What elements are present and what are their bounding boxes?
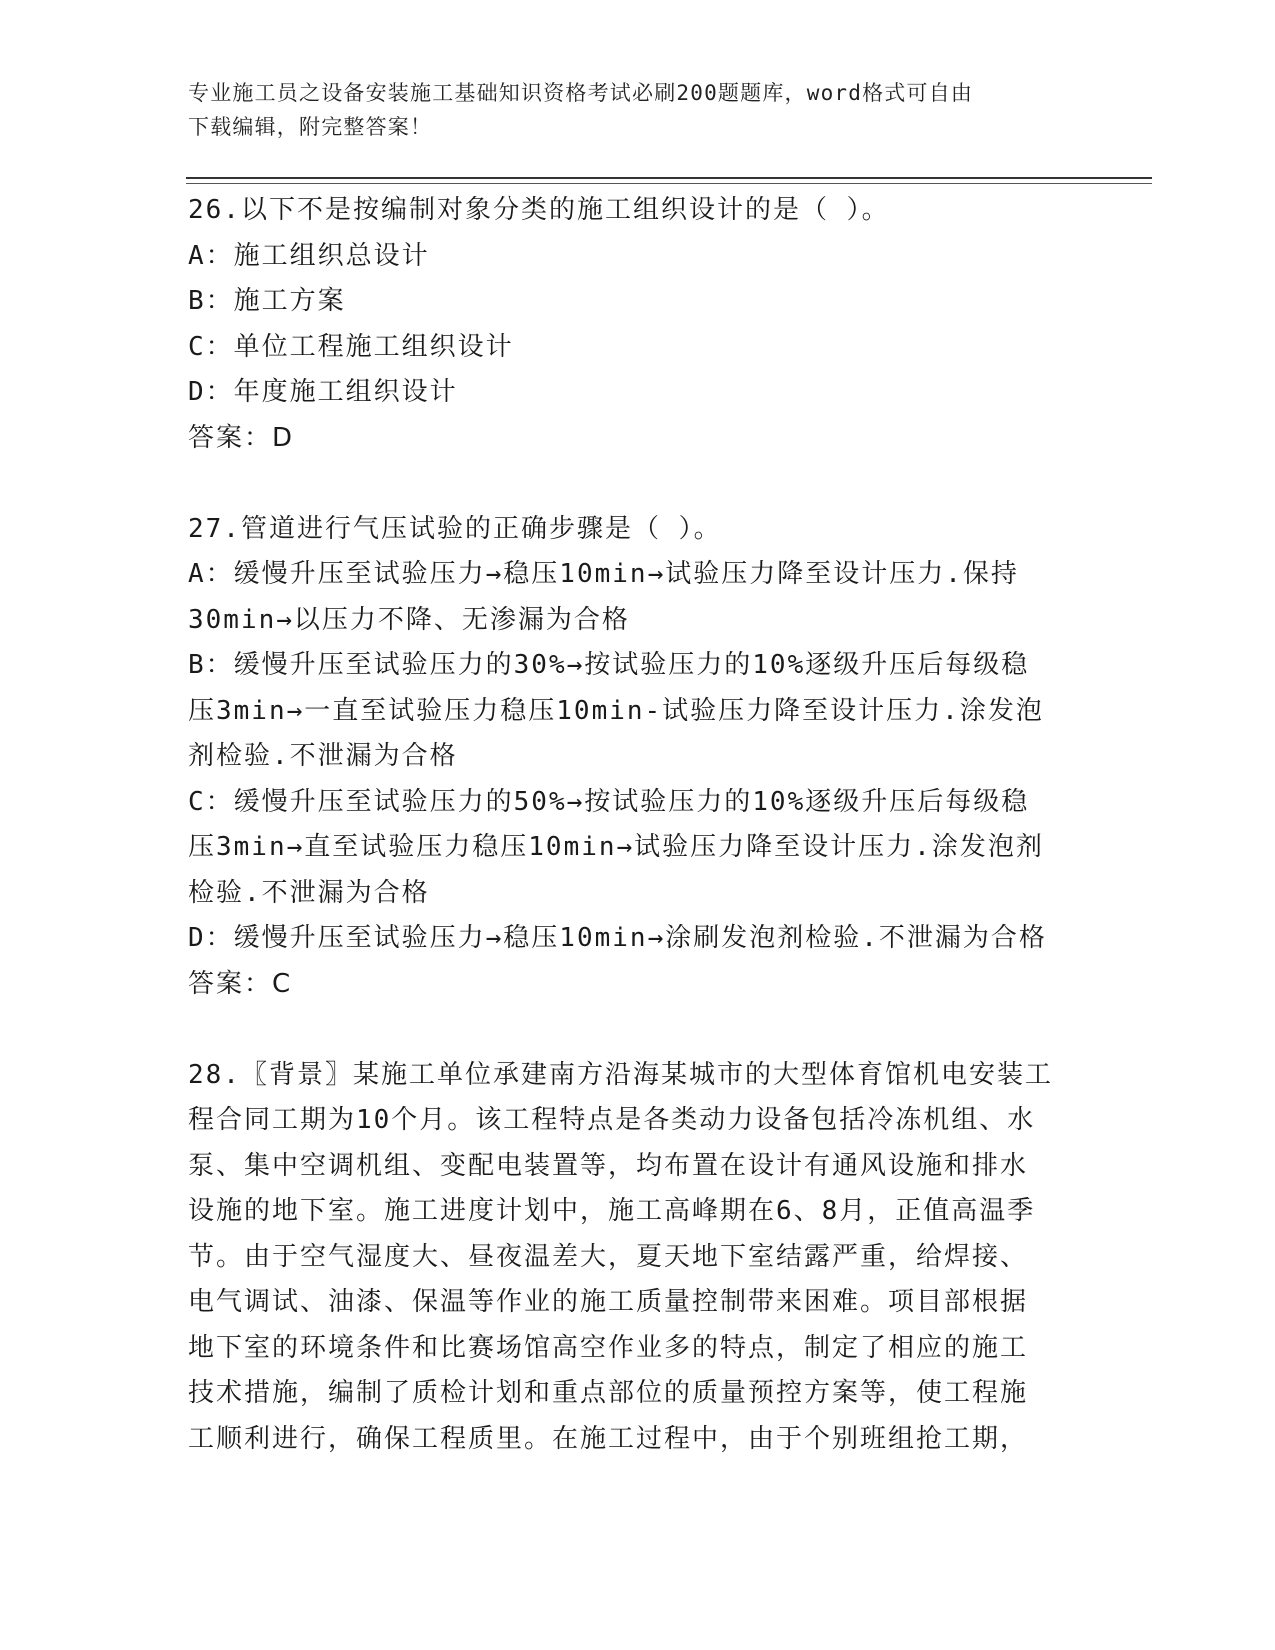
option-c: C：单位工程施工组织设计 [188, 331, 514, 362]
question-stem-line-2: 程合同工期为10个月。该工程特点是各类动力设备包括冷冻机组、水 [188, 1105, 1036, 1135]
option-c-line-3: 检验.不泄漏为合格 [188, 877, 430, 908]
answer-label: 答案：D [188, 422, 295, 453]
answer-label: 答案：C [188, 968, 293, 999]
question-stem-line-5: 节。由于空气湿度大、昼夜温差大，夏天地下室结露严重，给焊接、 [188, 1241, 1029, 1272]
question-stem-line-9: 工顺利进行，确保工程质里。在施工过程中，由于个别班组抢工期， [188, 1423, 1029, 1454]
option-d: D：年度施工组织设计 [188, 377, 458, 407]
option-d: D：缓慢升压至试验压力→稳压10min→涂刷发泡剂检验.不泄漏为合格 [188, 923, 1047, 953]
header-divider-thin [186, 183, 1152, 184]
option-b-line-2: 压3min→一直至试验压力稳压10min-试验压力降至设计压力.涂发泡 [188, 695, 1044, 726]
question-stem-line-4: 设施的地下室。施工进度计划中，施工高峰期在6、8月，正值高温季 [188, 1196, 1036, 1226]
option-c-line-2: 压3min→直至试验压力稳压10min→试验压力降至设计压力.涂发泡剂 [188, 832, 1044, 862]
question-28 [188, 1053, 1088, 1463]
header-line-2: 下载编辑，附完整答案！ [188, 115, 433, 139]
spacer [188, 1007, 1088, 1053]
header-line-1: 专业施工员之设备安装施工基础知识资格考试必刷200题题库，word格式可自由 [188, 81, 974, 105]
question-stem: 27.管道进行气压试验的正确步骤是（ ）。 [188, 513, 722, 544]
spacer [188, 461, 1088, 507]
question-stem-line-8: 技术措施，编制了质检计划和重点部位的质量预控方案等，使工程施 [188, 1378, 1029, 1408]
header-divider-thick [186, 177, 1152, 179]
question-stem-line-7: 地下室的环境条件和比赛场馆高空作业多的特点，制定了相应的施工 [188, 1332, 1029, 1363]
question-stem-line-6: 电气调试、油漆、保温等作业的施工质量控制带来困难。项目部根据 [188, 1287, 1029, 1317]
question-stem-line-1: 28.〖背景〗某施工单位承建南方沿海某城市的大型体育馆机电安装工 [188, 1059, 1053, 1090]
question-list [188, 188, 1088, 1462]
question-26 [188, 188, 1088, 461]
option-c-line-1: C：缓慢升压至试验压力的50%→按试验压力的10%逐级升压后每级稳 [188, 786, 1030, 817]
option-a: A：施工组织总设计 [188, 240, 430, 271]
page-header [188, 76, 1068, 144]
option-a-line-1: A：缓慢升压至试验压力→稳压10min→试验压力降至设计压力.保持 [188, 559, 1019, 589]
question-stem-line-3: 泵、集中空调机组、变配电装置等，均布置在设计有通风设施和排水 [188, 1150, 1029, 1181]
question-stem: 26.以下不是按编制对象分类的施工组织设计的是（ ）。 [188, 195, 890, 225]
option-b: B：施工方案 [188, 286, 346, 316]
option-b-line-3: 剂检验.不泄漏为合格 [188, 741, 458, 771]
option-b-line-1: B：缓慢升压至试验压力的30%→按试验压力的10%逐级升压后每级稳 [188, 650, 1030, 680]
question-27 [188, 507, 1088, 1008]
option-a-line-2: 30min→以压力不降、无渗漏为合格 [188, 604, 630, 635]
